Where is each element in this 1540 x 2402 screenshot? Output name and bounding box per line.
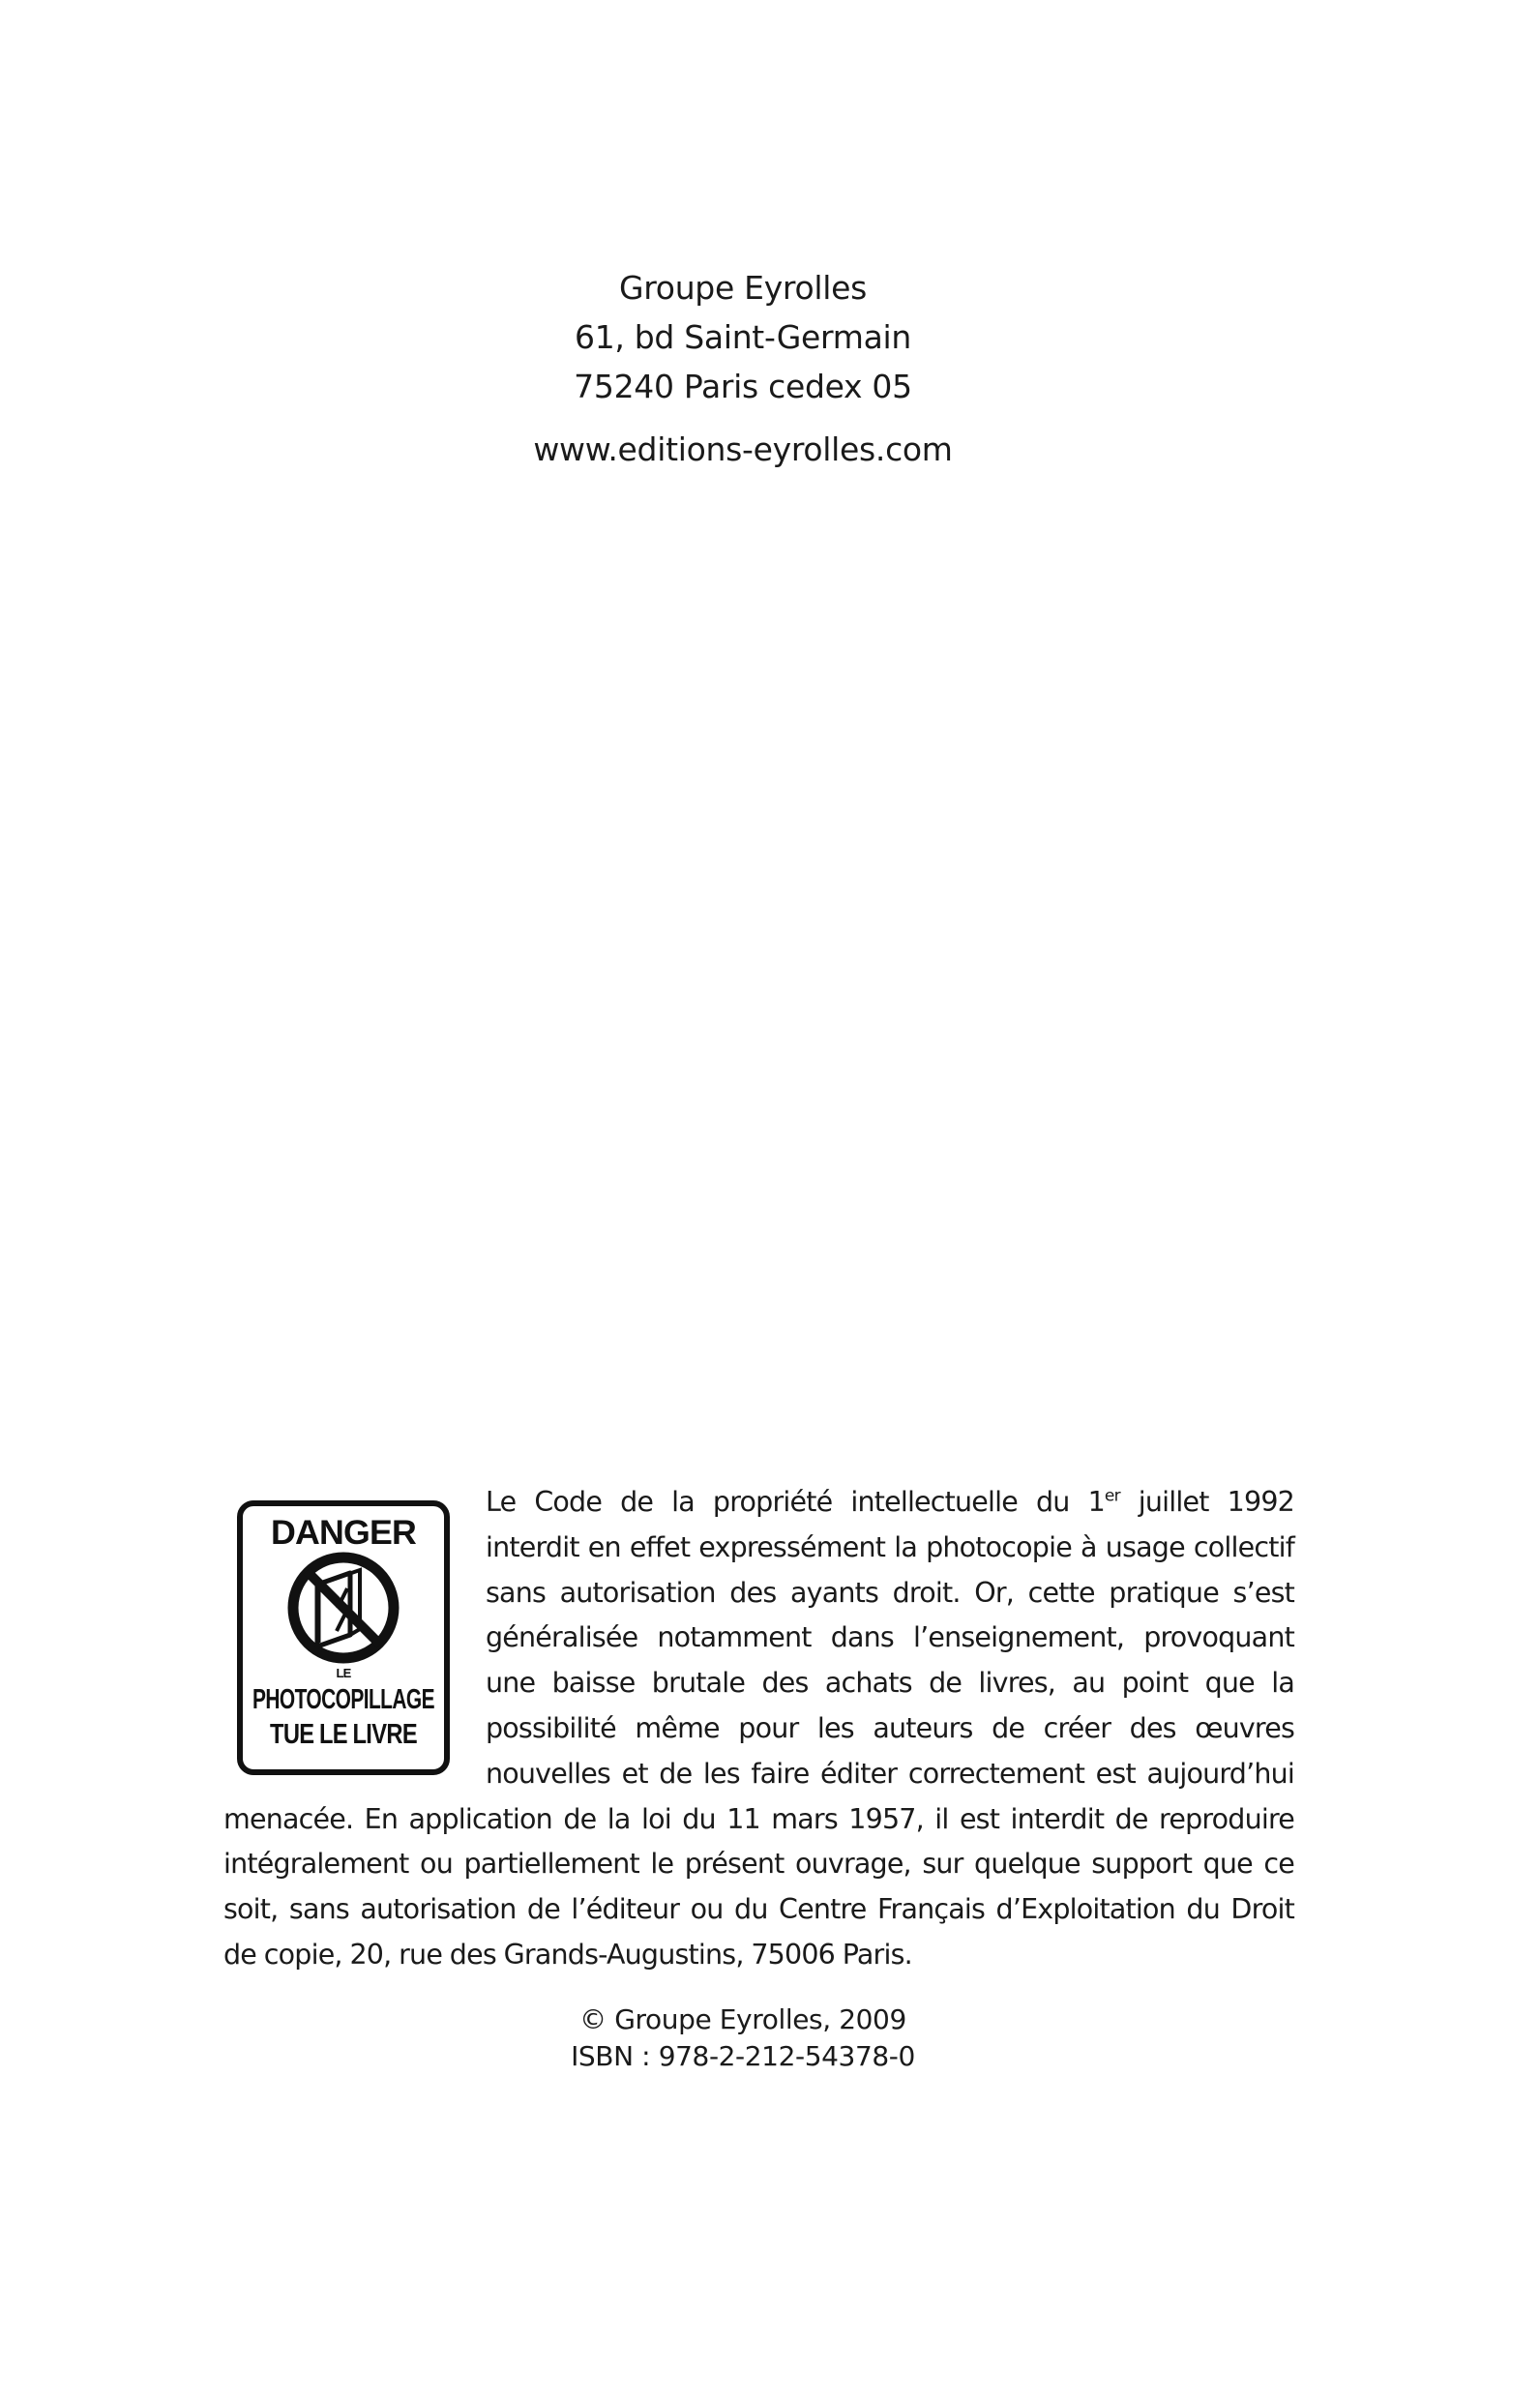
isbn-line: ISBN : 978-2-212-54378-0 [571,2040,915,2072]
no-copy-book-icon [293,1557,394,1658]
danger-logo-le: LE [336,1666,351,1680]
copyright-notice [223,1480,1294,1978]
publisher-street: 61, bd Saint-Germain [575,318,911,356]
notice-superscript: er [1104,1486,1120,1506]
publisher-city: 75240 Paris cedex 05 [574,368,912,405]
notice-text-body: juillet 1992 interdit en effet expressément la photocopie à usage collectif sans autorisation des ayants droit. Or, cette pratique s’est généralisée notamment dans l’enseignement, provoquant une baisse brutale des achats de livres, au point que la possibilité même pour les auteurs de créer des œuvres nouvelles et de les faire éditer correctement est aujourd’hui menacée. En application de la loi du 11 mars 1957, il est interdit de reproduire intégralement ou partiellement le présent ouvrage, sur quelque support que ce soit, sans autorisation de l’éditeur ou du Centre Français d’Exploitation du Droit de copie, 20, rue des Grands-Augustins, 75006 Paris. [223,1486,1294,1971]
copyright-block [0,2002,1486,2075]
copyright-line: © Groupe Eyrolles, 2009 [579,2003,906,2035]
danger-photocopillage-logo [236,1499,451,1776]
notice-text-start: Le Code de la propriété intellectuelle du 1 [486,1486,1105,1518]
danger-logo-title: DANGER [271,1514,417,1552]
publisher-name: Groupe Eyrolles [618,269,867,307]
publisher-address-block [0,263,1486,474]
publisher-website: www.editions-eyrolles.com [533,430,953,468]
danger-logo-photocopillage: PHOTOCOPILLAGE [252,1684,435,1715]
danger-logo-tue-le-livre: TUE LE LIVRE [270,1719,418,1750]
